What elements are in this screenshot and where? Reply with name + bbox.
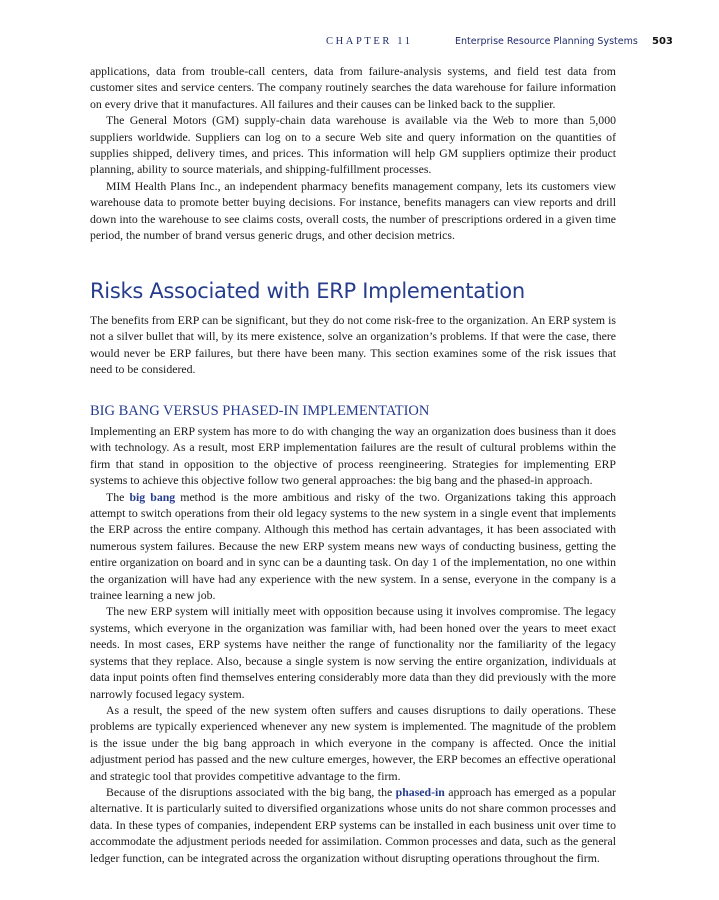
risks-section — [90, 312, 616, 378]
bigbang-paragraph-2 — [90, 489, 616, 604]
bigbang-paragraph-5 — [90, 784, 616, 866]
bigbang-paragraph-1: Implementing an ERP system has more to do with changing the way an organization does business than it does with technology. As a result, most ERP implementation failures are the result of cultural problems within the firm that stand in opposition to the objective of process reengineering. Strategies for implementing ERP systems to achieve this objective follow two general approaches: the big bang and the phased-in approach. — [90, 424, 616, 488]
bigbang-paragraph-3: The new ERP system will initially meet with opposition because using it involves compromise. The legacy systems, which everyone in the organization was familiar with, had been honed over the years to meet exact needs. In most cases, ERP systems have neither the range of functionality nor the familiarity of the legacy systems that they replace. Also, because a single system is now serving the entire organization, individuals at data input points often find themselves entering considerably more data than they did previously with the more narrowly focused legacy system. — [90, 604, 616, 701]
running-header — [0, 36, 719, 52]
risks-paragraph-1: The benefits from ERP can be significant, but they do not come risk-free to the organization. An ERP system is not a silver bullet that will, by its mere existence, solve an organization’s problems. If that were the case, there would never be ERP failures, but there have been many. This section examines some of the risk issues that need to be considered. — [90, 313, 616, 377]
intro-paragraph-1: applications, data from trouble-call centers, data from failure-analysis systems, and field test data from customer sites and service centers. The company routinely searches the data warehouse for failure information on every drive that it manufactures. All failures and their causes can be linked back to the supplier. — [90, 64, 616, 111]
bigbang-section — [90, 423, 616, 866]
key-term-phased-in: phased-in — [395, 784, 445, 799]
intro-paragraph-2: The General Motors (GM) supply-chain data warehouse is available via the Web to more than 5,000 suppliers worldwide. Suppliers can log on to a secure Web site and query information on the quantities of supplies shipped, delivery times, and prices. This information will help GM suppliers optimize their product planning, ability to source materials, and shipping-fulfillment processes. — [90, 113, 616, 177]
intro-paragraph-3: MIM Health Plans Inc., an independent pharmacy benefits management company, lets its customers view warehouse data to promote better buying decisions. For instance, benefits managers can view reports and drill down into the warehouse to see claims costs, overall costs, the number of prescriptions ordered in a given time period, the number of brand versus generic drugs, and other decision metrics. — [90, 178, 616, 243]
page-number: 503 — [652, 36, 673, 47]
paragraph-text: approach has emerged as a popular alternative. It is particularly suited to diversified organizations whose units do not share common processes and data. In these types of companies, independent ERP systems can be installed in each business unit over time to accommodate the adjustment periods needed for assimilation. Common processes and data, such as the general ledger function, can be integrated across the organization without disrupting operations throughout the firm. — [90, 784, 616, 865]
key-term-big-bang: big bang — [129, 489, 176, 504]
bigbang-paragraph-4: As a result, the speed of the new system often suffers and causes disruptions to daily operations. These problems are typically experienced whenever any new system is implemented. The magnitude of the problem is the issue under the big bang approach in which everyone in the company is affected. Once the initial adjustment period has passed and the new culture emerges, however, the ERP becomes an effective operational and strategic tool that provides competitive advantage to the firm. — [90, 702, 616, 783]
intro-section — [90, 63, 616, 243]
paragraph-text: Because of the disruptions associated with the big bang, the — [106, 784, 396, 799]
chapter-title: Enterprise Resource Planning Systems — [455, 36, 638, 47]
subsection-heading-bigbang: BIG BANG VERSUS PHASED-IN IMPLEMENTATION — [90, 403, 430, 419]
paragraph-text: The — [106, 489, 130, 504]
chapter-label: CHAPTER 11 — [326, 36, 413, 47]
paragraph-text: method is the more ambitious and risky of the two. Organizations taking this approach attempt to switch operations from their old legacy systems to the new system in a single event that implements the ERP across the entire company. Although this method has certain advantages, it has been associated with numerous system failures. Because the new ERP system means new ways of conducting business, getting the entire organization on board and in sync can be a daunting task. On day 1 of the implementation, no one within the organization will have had any experience with the new system. In a sense, everyone in the company is a trainee learning a new job. — [90, 489, 617, 603]
section-heading-risks: Risks Associated with ERP Implementation — [90, 279, 525, 303]
